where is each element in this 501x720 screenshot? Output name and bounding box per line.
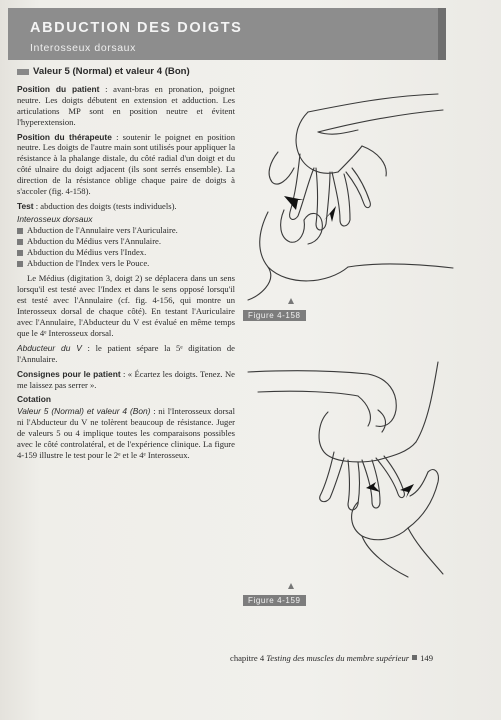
- paragraph-consignes: [17, 369, 235, 391]
- paragraph-position-patient: [17, 84, 235, 128]
- text-cotation: : ni l'Interosseux dorsal ni l'Abducteur du V ne tolèrent beaucoup de résistance. Juger de valeurs 5 ou 4 implique toutes les comparaisons possibles avec le côté controlatéral, et de l'expérience clinique. La figure 4-159 illustre le test pour le 2ᵉ et le 4ᵉ Interosseux.: [17, 406, 235, 460]
- list-title-text: Interosseux dorsaux: [17, 213, 93, 224]
- figure-pointer-icon: [288, 298, 294, 304]
- label-abducteur: Abducteur du V: [17, 342, 82, 353]
- section-marker-icon: [17, 69, 29, 75]
- muscle-list: [17, 225, 235, 269]
- text-position-therapeute: : soutenir le poignet en position neutre. Les doigts de l'autre main sont utilisés pour appliquer la résistance à la phalange distale, du côté radial d'un doigt et du côté ulnaire du doigt adjacent (ils sont serrés ensemble). La direction de la résistance oblige chaque paire de doigts à s'accoler (fig. 4-158).: [17, 131, 236, 197]
- text-column: [17, 67, 235, 465]
- paragraph-cotation: [17, 406, 235, 461]
- label-cotation-sub: Valeur 5 (Normal) et valeur 4 (Bon): [17, 406, 151, 417]
- paragraph-medius: Le Médius (digitation 3, doigt 2) se déplacera dans un sens lorsqu'il est testé avec l'Index et dans le sens opposé lorsqu'il est testé avec l'Annulaire (cf. fig. 4-156, qui montre un Interosseux dorsal de chaque côté). En testant l'Auriculaire avec l'Annulaire, l'Abducteur du V est évalué en même temps que le 4ᵉ Interosseux dorsal.: [17, 273, 235, 338]
- section-title: [17, 67, 235, 78]
- label-consignes: Consignes pour le patient: [17, 368, 121, 379]
- list-item: Abduction de l'Annulaire vers l'Auriculaire.: [17, 225, 235, 236]
- footer-separator-icon: [412, 655, 417, 660]
- figure-4-158-label: Figure 4-158: [243, 310, 306, 321]
- figure-4-159-label: Figure 4-159: [243, 595, 306, 606]
- page-number: 149: [420, 653, 433, 663]
- paragraph-test: [17, 201, 235, 212]
- label-cotation-text: Cotation: [17, 394, 51, 405]
- header-subtitle: Interosseux dorsaux: [30, 42, 136, 54]
- list-item: Abduction du Médius vers l'Index.: [17, 247, 235, 258]
- label-position-patient: Position du patient: [17, 83, 100, 94]
- paragraph-abducteur: [17, 343, 235, 365]
- section-title-text: Valeur 5 (Normal) et valeur 4 (Bon): [33, 66, 190, 77]
- list-item: Abduction du Médius vers l'Annulaire.: [17, 236, 235, 247]
- list-title: [17, 214, 235, 225]
- footer-title: Testing des muscles du membre supérieur: [266, 653, 410, 663]
- figure-4-159-illustration: [238, 352, 463, 582]
- footer-chapter: chapitre 4: [230, 653, 265, 663]
- text-test: : abduction des doigts (tests individuels).: [33, 200, 177, 211]
- label-cotation: [17, 394, 235, 405]
- list-item: Abduction de l'Index vers le Pouce.: [17, 258, 235, 269]
- header-title: ABDUCTION DES DOIGTS: [30, 20, 243, 36]
- page-footer: [230, 653, 470, 663]
- text-abducteur: : le patient sépare la 5ᵉ digitation de l'Annulaire.: [17, 342, 235, 364]
- figure-pointer-icon: [288, 583, 294, 589]
- text-consignes: : « Écartez les doigts. Tenez. Ne me laissez pas serrer ».: [17, 368, 235, 390]
- label-position-therapeute: Position du thérapeute: [17, 131, 112, 142]
- label-test: Test: [17, 200, 34, 211]
- header-edge: [438, 8, 446, 60]
- paragraph-position-therapeute: [17, 132, 235, 197]
- figure-4-158-illustration: [238, 92, 458, 302]
- text-position-patient: : avant-bras en pronation, poignet neutre. Les doigts débutent en extension et adduction. Les articulations MP sont en position neutre et évitent l'hyperextension.: [17, 83, 235, 127]
- chapter-header: [8, 8, 446, 60]
